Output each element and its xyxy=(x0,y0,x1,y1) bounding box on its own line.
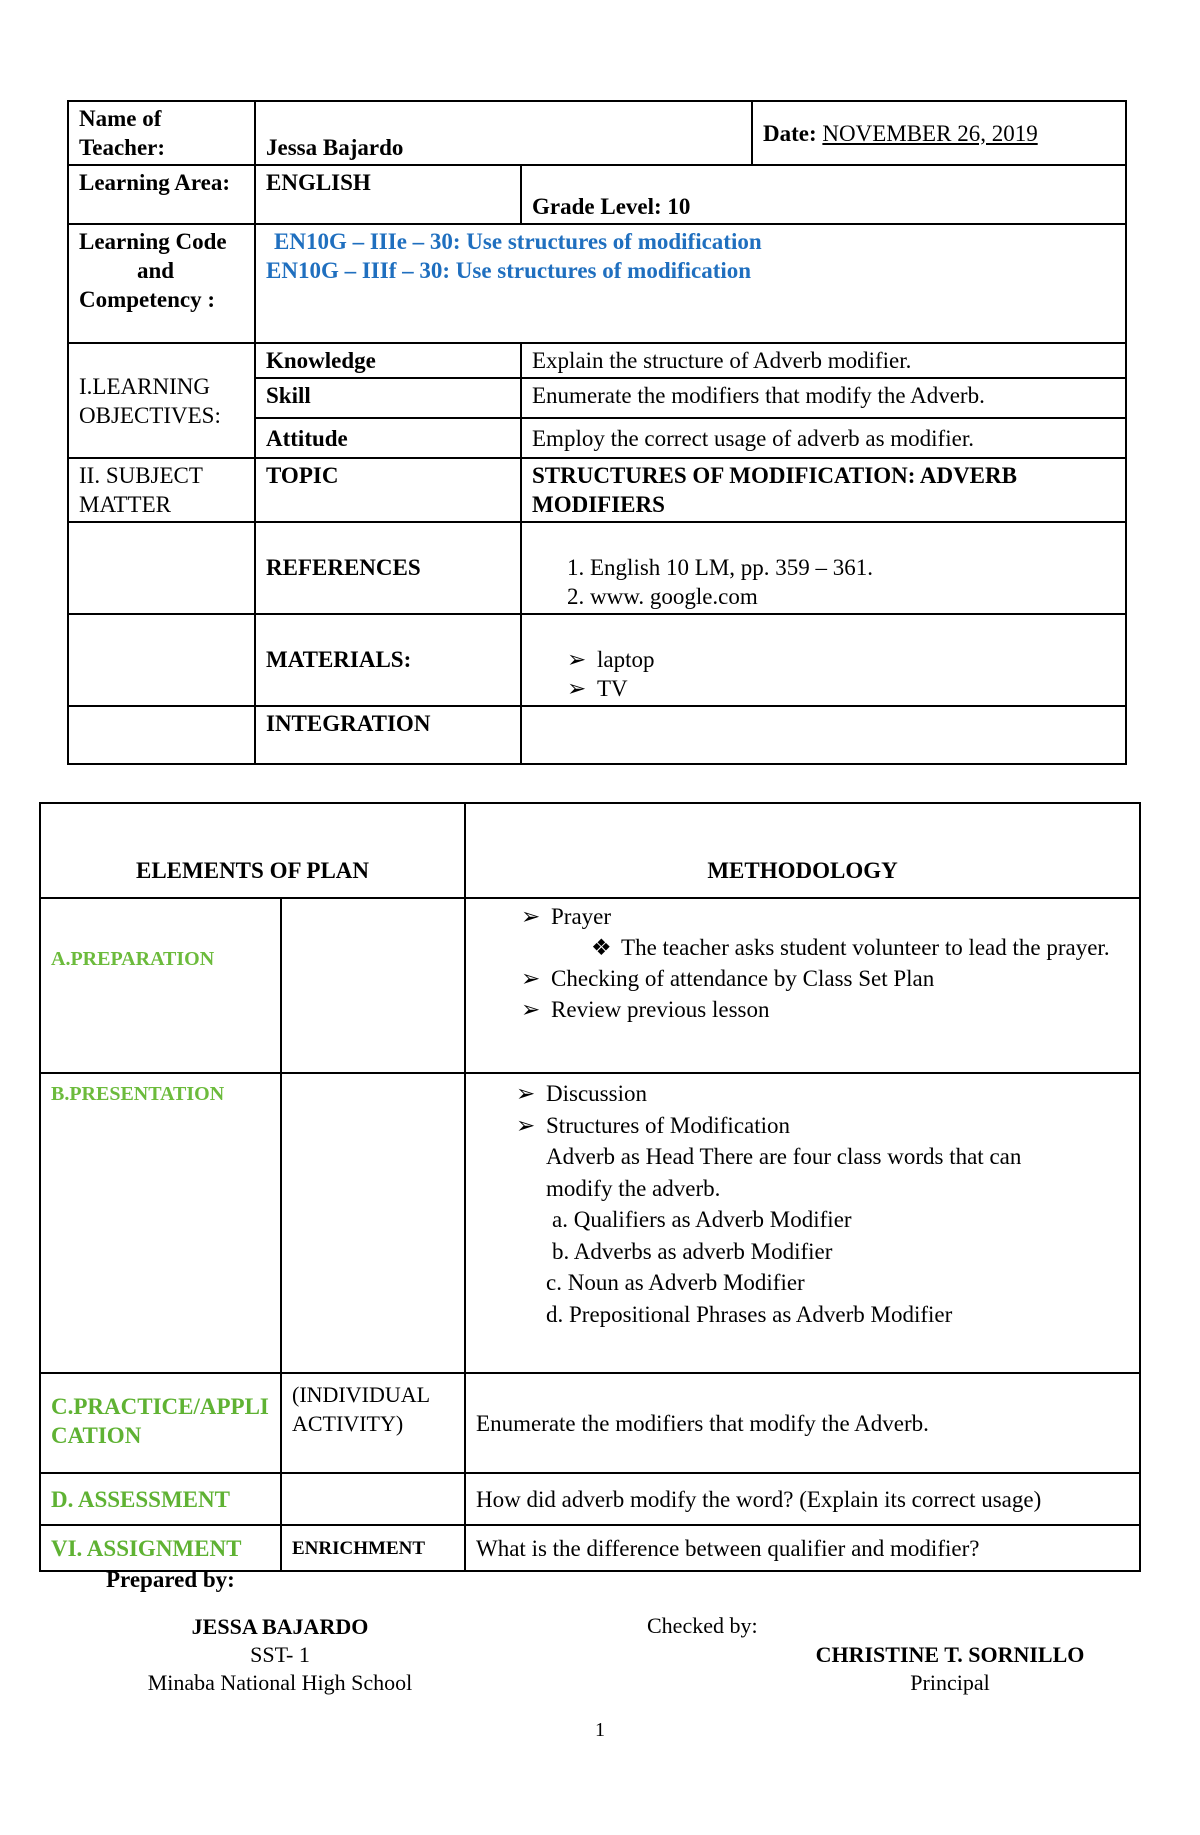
teacher-label: Name of Teacher: xyxy=(68,101,255,165)
assignment-label-cell xyxy=(40,1525,281,1571)
competency-cell xyxy=(255,224,1126,343)
material-item: ➢ laptop xyxy=(567,647,655,672)
pres-item: ➢ Discussion xyxy=(516,1078,1129,1110)
preparation-label-cell xyxy=(40,898,281,1073)
prepared-by-label: Prepared by: xyxy=(106,1567,235,1592)
lesson-plan-table xyxy=(39,802,1141,1572)
pres-list-item: d. Prepositional Phrases as Adverb Modifier xyxy=(546,1301,953,1327)
checker-position: Principal xyxy=(910,1670,990,1695)
attitude-value: Employ the correct usage of adverb as modifier. xyxy=(521,418,1126,458)
presentation-label-cell xyxy=(40,1073,281,1373)
presentation-label: B.PRESENTATION xyxy=(51,1083,225,1105)
prep-item: ➢ Review previous lesson xyxy=(521,994,1129,1025)
assessment-label: D. ASSESSMENT xyxy=(51,1486,230,1512)
materials-label: MATERIALS: xyxy=(255,614,521,706)
preparer-school: Minaba National High School xyxy=(147,1670,413,1695)
area-value: ENGLISH xyxy=(255,165,521,224)
topic-value: STRUCTURES OF MODIFICATION: ADVERB MODIFIERS xyxy=(521,458,1126,522)
pres-list-item: c. Noun as Adverb Modifier xyxy=(546,1270,805,1295)
objectives-label: I.LEARNING OBJECTIVES: xyxy=(68,343,255,458)
arrow-bullet-icon: ➢ xyxy=(521,997,541,1022)
material-item: ➢ TV xyxy=(567,676,628,701)
pres-intro: Adverb as Head There are four class words that can modify the adverb. xyxy=(546,1144,1022,1201)
practice-value: Enumerate the modifiers that modify the Adverb. xyxy=(465,1373,1140,1473)
topic-label: TOPIC xyxy=(255,458,521,522)
references-label: REFERENCES xyxy=(255,522,521,614)
reference-item: 2. www. google.com xyxy=(567,584,758,609)
knowledge-value: Explain the structure of Adverb modifier. xyxy=(521,343,1126,378)
competency-code-1: EN10G – IIIe – 30: Use structures of modification xyxy=(274,229,762,254)
arrow-bullet-icon: ➢ xyxy=(516,1112,536,1138)
preparation-empty xyxy=(281,898,465,1073)
competency-code-2: EN10G – IIIf – 30: Use structures of modification xyxy=(266,258,752,283)
preparation-label: A.PREPARATION xyxy=(51,948,215,970)
methodology-header: METHODOLOGY xyxy=(465,803,1140,898)
code-label xyxy=(68,224,255,343)
integration-label: INTEGRATION xyxy=(255,706,521,764)
presentation-empty xyxy=(281,1073,465,1373)
assessment-empty xyxy=(281,1473,465,1525)
arrow-bullet-icon: ➢ xyxy=(567,676,587,701)
assignment-value: What is the difference between qualifier and modifier? xyxy=(465,1525,1140,1571)
pres-item: ➢ Structures of Modification xyxy=(516,1110,1129,1142)
empty-cell-materials xyxy=(68,614,255,706)
pres-list-item: b. Adverbs as adverb Modifier xyxy=(552,1238,833,1264)
code-label-1: Learning Code xyxy=(79,229,227,254)
subject-label: II. SUBJECT MATTER xyxy=(68,458,255,522)
materials-cell xyxy=(521,614,1126,706)
area-label: Learning Area: xyxy=(68,165,255,224)
prep-item: ➢ Prayer xyxy=(521,901,1129,932)
code-label-3: Competency : xyxy=(79,287,216,312)
references-cell xyxy=(521,522,1126,614)
date-label: Date: xyxy=(763,120,817,146)
prep-item: ➢ Checking of attendance by Class Set Plan xyxy=(521,963,1129,994)
diamond-bullet-icon: ❖ xyxy=(591,935,612,960)
checked-by-label: Checked by: xyxy=(647,1613,758,1638)
knowledge-label: Knowledge xyxy=(255,343,521,378)
empty-cell-integration xyxy=(68,706,255,764)
skill-value: Enumerate the modifiers that modify the Adverb. xyxy=(521,378,1126,418)
checker-block xyxy=(770,1641,1130,1697)
assessment-value: How did adverb modify the word? (Explain its correct usage) xyxy=(465,1473,1140,1525)
pres-list-item: a. Qualifiers as Adverb Modifier xyxy=(552,1207,852,1232)
page-number: 1 xyxy=(595,1719,605,1741)
presentation-cell xyxy=(465,1073,1140,1373)
practice-label-cell xyxy=(40,1373,281,1473)
arrow-bullet-icon: ➢ xyxy=(521,966,541,991)
skill-label: Skill xyxy=(255,378,521,418)
code-label-2: and xyxy=(137,258,175,283)
integration-value xyxy=(521,706,1126,764)
lesson-info-table xyxy=(67,100,1127,765)
checker-name: CHRISTINE T. SORNILLO xyxy=(815,1642,1085,1667)
teacher-name: Jessa Bajardo xyxy=(255,101,752,165)
prep-sub-item: ❖ The teacher asks student volunteer to lead the prayer. xyxy=(521,932,1129,963)
arrow-bullet-icon: ➢ xyxy=(521,904,541,929)
practice-label: C.PRACTICE/APPLICATION xyxy=(51,1394,269,1448)
preparer-block xyxy=(120,1613,440,1697)
arrow-bullet-icon: ➢ xyxy=(516,1081,536,1106)
date-value: NOVEMBER 26, 2019 xyxy=(822,120,1038,146)
preparer-name: JESSA BAJARDO xyxy=(191,1614,369,1639)
grade-level: Grade Level: 10 xyxy=(521,165,1126,224)
reference-item: 1. English 10 LM, pp. 359 – 361. xyxy=(567,555,874,580)
empty-cell-references xyxy=(68,522,255,614)
arrow-bullet-icon: ➢ xyxy=(567,647,587,672)
elements-header: ELEMENTS OF PLAN xyxy=(40,803,465,898)
practice-type: (INDIVIDUAL ACTIVITY) xyxy=(281,1373,465,1473)
date-cell xyxy=(752,101,1126,165)
assignment-label: VI. ASSIGNMENT xyxy=(51,1535,242,1561)
attitude-label: Attitude xyxy=(255,418,521,458)
preparer-position: SST- 1 xyxy=(250,1642,310,1667)
assignment-type: ENRICHMENT xyxy=(281,1525,465,1571)
preparation-cell xyxy=(465,898,1140,1073)
assessment-label-cell xyxy=(40,1473,281,1525)
